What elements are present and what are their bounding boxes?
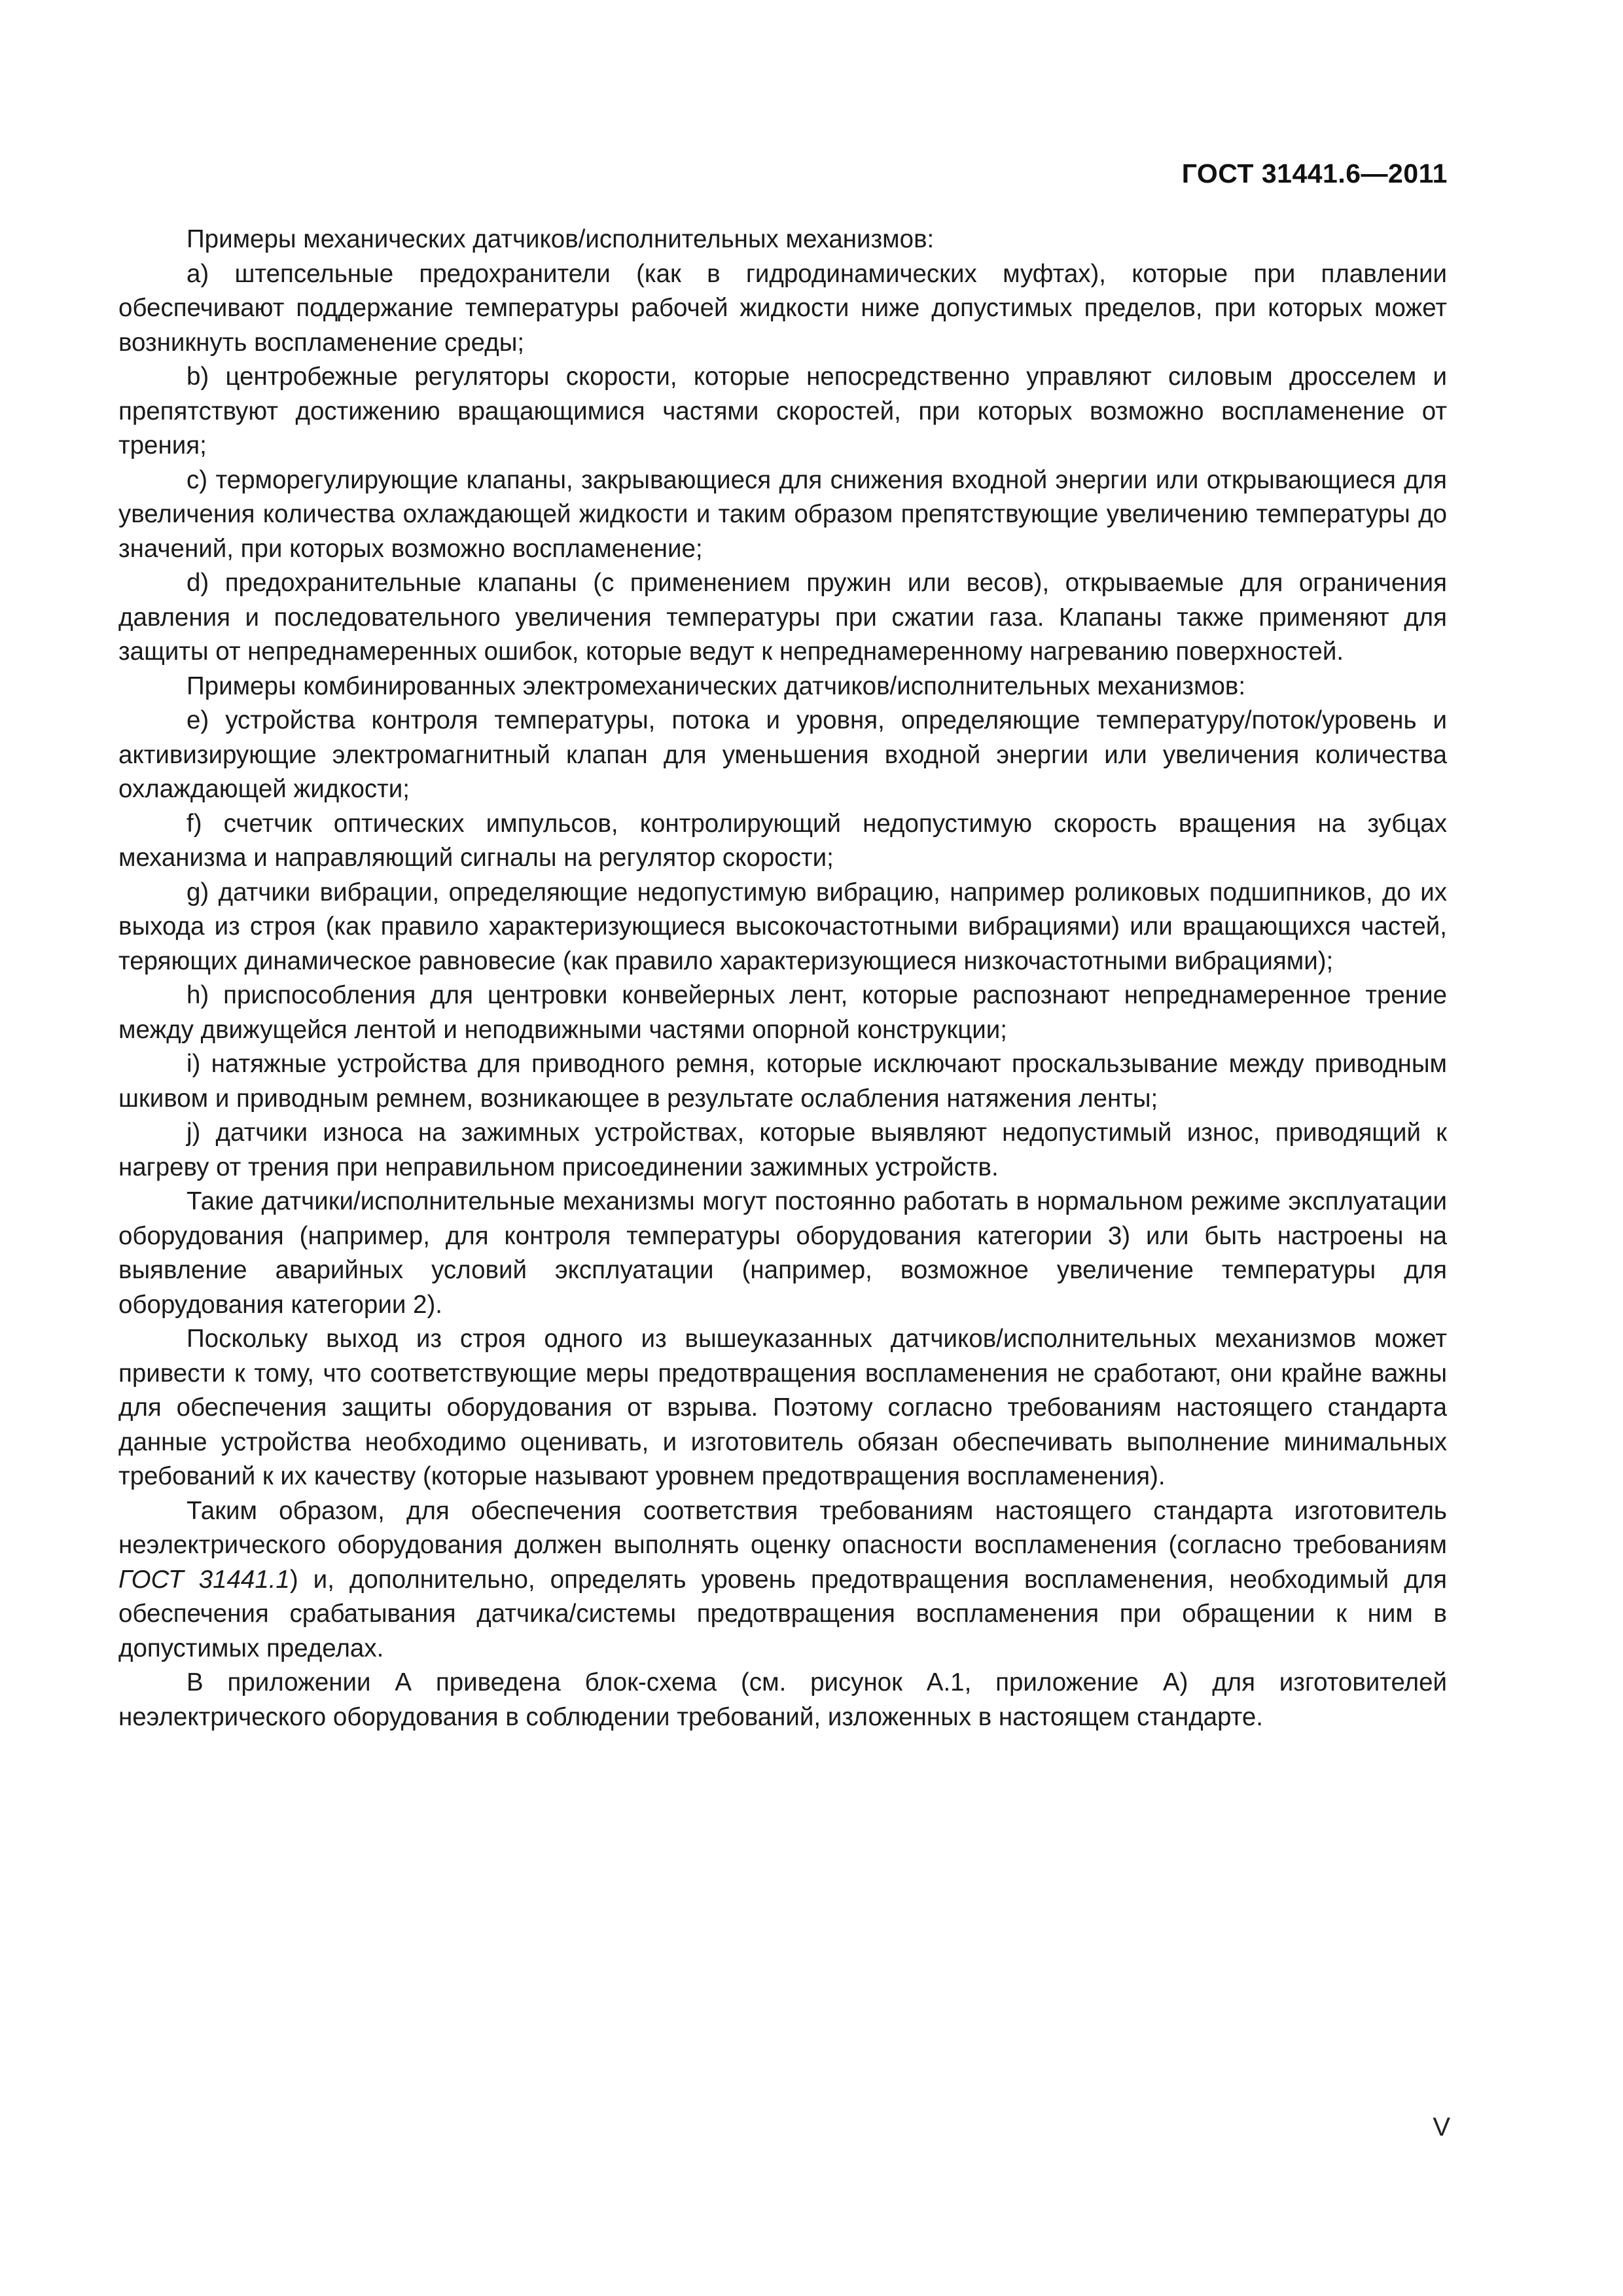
list-item-a: a) штепсельные предохранители (как в гидродинамических муфтах), которые при плавлении обеспечивают поддержание температуры рабочей жидкости ниже допустимых пределов, при которых может возникнуть воспламенение среды;: [118, 259, 1447, 357]
page-number: V: [1433, 2113, 1450, 2142]
list-item-g: g) датчики вибрации, определяющие недопустимую вибрацию, например роликовых подшипников, до их выхода из строя (как правило характеризующиеся высокочастотными вибрациями) или вращающихся частей, теряющих динамическое равновесие (как правило характеризующиеся низкочастотными вибрациями);: [118, 878, 1447, 975]
paragraph-thus-part2: ) и, дополнительно, определять уровень предотвращения воспламенения, необходимый для обеспечения срабатывания датчика/системы предотвращения воспламенения при обращении к ним в допустимых пределах.: [118, 1565, 1447, 1662]
list-item-h: h) приспособления для центровки конвейерных лент, которые распознают непреднамеренное трение между движущейся лентой и неподвижными частями опорной конструкции;: [118, 981, 1447, 1044]
document-code-header: ГОСТ 31441.6—2011: [1181, 158, 1448, 188]
standard-reference: ГОСТ 31441.1: [118, 1565, 290, 1594]
paragraph-mechanical-intro: Примеры механических датчиков/исполнительных механизмов:: [187, 225, 935, 253]
paragraph-since-failure: Поскольку выход из строя одного из вышеуказанных датчиков/исполнительных механизмов может привести к тому, что соответствующие меры предотвращения воспламенения не сработают, они крайне важны для обеспечения защиты оборудования от взрыва. Поэтому согласно требованиям настоящего стандарта данные устройства необходимо оценивать, и изготовитель обязан обеспечивать выполнение минимальных требований к их качеству (которые называют уровнем предотвращения воспламенения).: [118, 1325, 1447, 1490]
list-item-e: e) устройства контроля температуры, потока и уровня, определяющие температуру/поток/уровень и активизирующие электромагнитный клапан для уменьшения входной энергии или увеличения количества охлаждающей жидкости;: [118, 706, 1447, 803]
list-item-f: f) счетчик оптических импульсов, контролирующий недопустимую скорость вращения на зубцах механизма и направляющий сигналы на регулятор скорости;: [118, 809, 1447, 872]
paragraph-such-sensors: Такие датчики/исполнительные механизмы могут постоянно работать в нормальном режиме эксплуатации оборудования (например, для контроля температуры оборудования категории 3) или быть настроены на выявление аварийных условий эксплуатации (например, возможное увеличение температуры для оборудования категории 2).: [118, 1187, 1447, 1319]
paragraph-combined-intro: Примеры комбинированных электромеханических датчиков/исполнительных механизмов:: [187, 672, 1246, 700]
body-text: [118, 223, 1447, 1734]
paragraph-thus-part1: Таким образом, для обеспечения соответствия требованиям настоящего стандарта изготовитель неэлектрического оборудования должен выполнять оценку опасности воспламенения (согласно требованиям: [118, 1496, 1447, 1559]
list-item-d: d) предохранительные клапаны (с применением пружин или весов), открываемые для ограничения давления и последовательного увеличения температуры при сжатии газа. Клапаны также применяют для защиты от непреднамеренных ошибок, которые ведут к непреднамеренному нагреванию поверхностей.: [118, 569, 1447, 666]
paragraph-thus: [118, 1494, 1447, 1666]
list-item-j: j) датчики износа на зажимных устройствах, которые выявляют недопустимый износ, приводящий к нагреву от трения при неправильном присоединении зажимных устройств.: [118, 1119, 1447, 1181]
paragraph-annex: В приложении А приведена блок-схема (см. рисунок А.1, приложение А) для изготовителей неэлектрического оборудования в соблюдении требований, изложенных в настоящем стандарте.: [118, 1668, 1447, 1731]
list-item-i: i) натяжные устройства для приводного ремня, которые исключают проскальзывание между приводным шкивом и приводным ремнем, возникающее в результате ослабления натяжения ленты;: [118, 1050, 1447, 1113]
list-item-b: b) центробежные регуляторы скорости, которые непосредственно управляют силовым дросселем и препятствуют достижению вращающимися частями скоростей, при которых возможно воспламенение от трения;: [118, 363, 1447, 459]
list-item-c: c) терморегулирующие клапаны, закрывающиеся для снижения входной энергии или открывающиеся для увеличения количества охлаждающей жидкости и таким образом препятствующие увеличению температуры до значений, при которых возможно воспламенение;: [118, 465, 1447, 563]
